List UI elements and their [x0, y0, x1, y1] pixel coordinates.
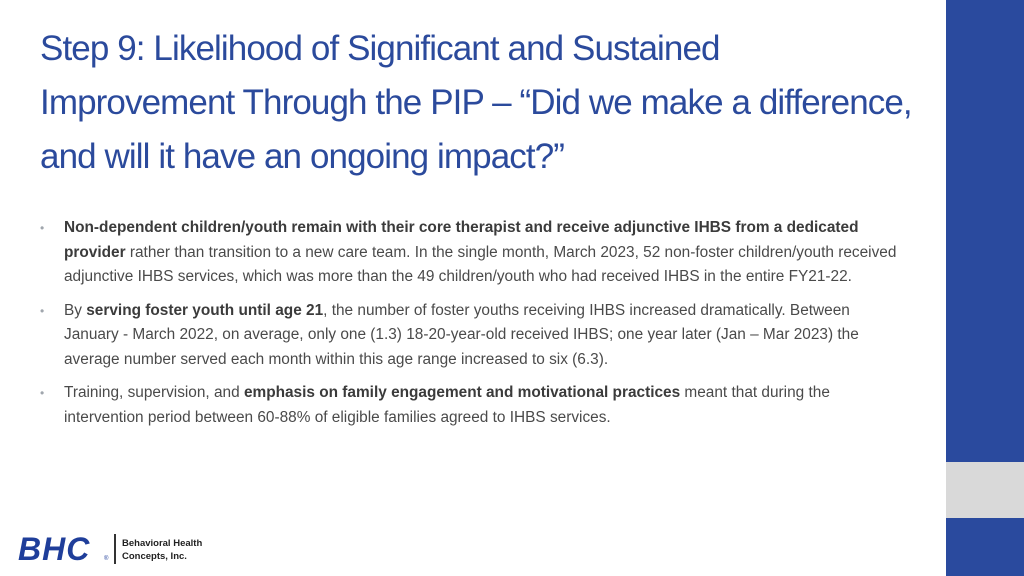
right-accent-band	[946, 462, 1024, 518]
bullet-item	[40, 216, 900, 290]
bullet-item	[40, 299, 900, 373]
bullet-bold-text: serving foster youth until age 21	[86, 301, 324, 319]
slide-title: Step 9: Likelihood of Significant and Sustained Improvement Through the PIP – “Did we make a difference, and will it have an ongoing impact?”	[40, 29, 912, 176]
bullet-text: By	[64, 301, 87, 319]
bullet-marker: •	[40, 303, 45, 318]
bullet-text: , the number of foster youths receiving IHBS increased dramatically. Between January - March 2022, on average, only one (1.3) 18-20-year-old received IHBS; one year later (Jan – Mar 2023) the average number served each month within this age range increased to six (6.3).	[64, 301, 859, 368]
company-name: Behavioral Health Concepts, Inc.	[122, 538, 203, 562]
right-accent-bar	[946, 0, 1024, 576]
bhc-logo	[18, 528, 218, 568]
registered-mark: ®	[104, 556, 109, 562]
logo-divider	[114, 534, 116, 564]
bullet-item	[40, 381, 900, 430]
bullet-marker: •	[40, 221, 45, 235]
bullet-list	[40, 216, 900, 439]
bullet-text: meant that during the intervention period between 60-88% of eligible families agreed to IHBS services.	[64, 384, 830, 426]
bhc-logo-mark: BHC	[18, 531, 91, 567]
bullet-text: rather than transition to a new care team. In the single month, March 2023, 52 non-foster children/youth received adjunctive IHBS services, which was more than the 49 children/youth who had received IHBS in the entire FY21-22.	[64, 243, 897, 285]
bullet-marker: •	[40, 386, 45, 400]
bullet-text: Training, supervision, and	[64, 384, 244, 401]
bullet-bold-text: emphasis on family engagement and motivational practices	[243, 384, 681, 401]
bullet-bold-text: Non-dependent children/youth remain with their core therapist and receive adjunctive IHBS from a dedicated provider	[64, 219, 859, 261]
